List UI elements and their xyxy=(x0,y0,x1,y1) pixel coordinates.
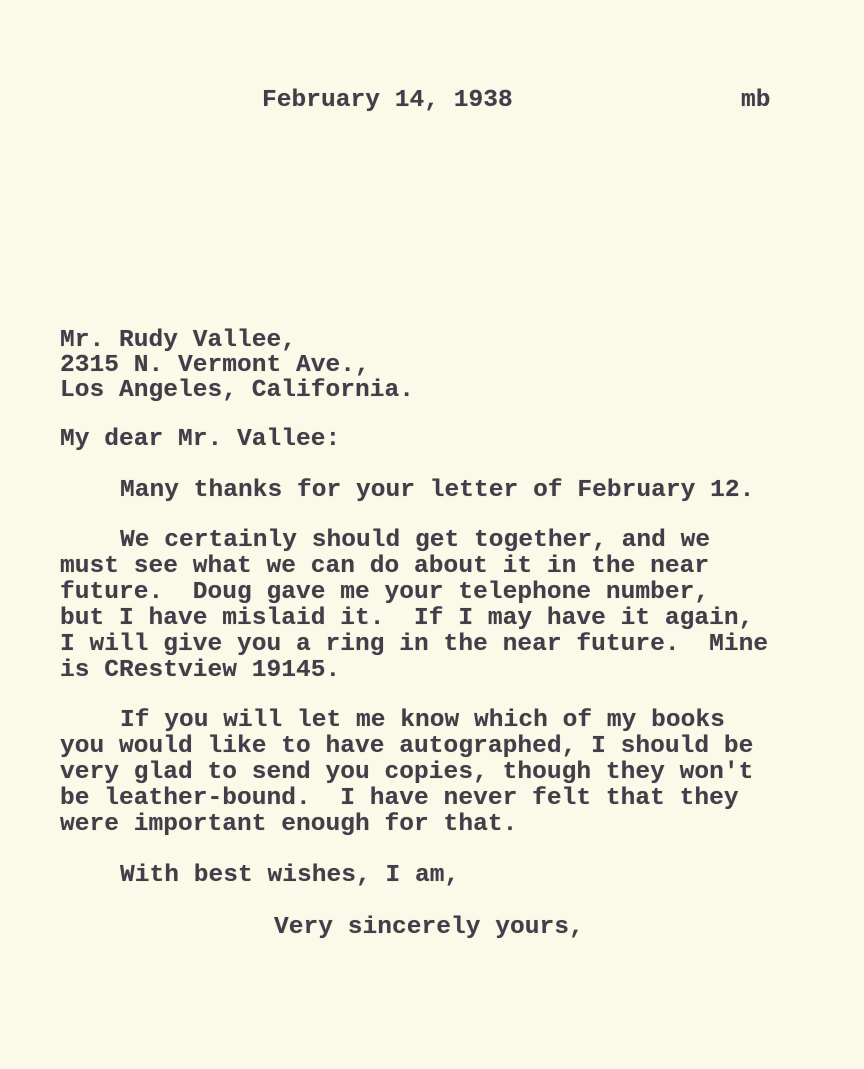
closing-line: With best wishes, I am, xyxy=(120,862,460,889)
paragraph-3-line: were important enough for that. xyxy=(60,811,518,838)
paragraph-2-line: but I have mislaid it. If I may have it again, xyxy=(60,605,754,632)
paragraph-2-line: I will give you a ring in the near future. Mine xyxy=(60,631,769,658)
paragraph-1-line: Many thanks for your letter of February 12. xyxy=(120,477,755,504)
complimentary-close: Very sincerely yours, xyxy=(274,914,584,941)
letter-date: February 14, 1938 xyxy=(262,87,513,114)
paragraph-2-line: future. Doug gave me your telephone number, xyxy=(60,579,710,606)
paragraph-2-line: must see what we can do about it in the near xyxy=(60,553,710,580)
address-line-street: 2315 N. Vermont Ave., xyxy=(60,352,370,379)
salutation: My dear Mr. Vallee: xyxy=(60,426,341,453)
paragraph-3-line: very glad to send you copies, though they won't xyxy=(60,759,754,786)
address-line-city: Los Angeles, California. xyxy=(60,377,415,404)
address-line-name: Mr. Rudy Vallee, xyxy=(60,327,297,354)
paragraph-3-line: If you will let me know which of my books xyxy=(120,707,725,734)
paragraph-3-line: be leather-bound. I have never felt that they xyxy=(60,785,739,812)
typist-initials: mb xyxy=(741,87,771,114)
paragraph-3-line: you would like to have autographed, I should be xyxy=(60,733,754,760)
paragraph-2-line: We certainly should get together, and we xyxy=(120,527,711,554)
paragraph-2-line: is CRestview 19145. xyxy=(60,657,341,684)
